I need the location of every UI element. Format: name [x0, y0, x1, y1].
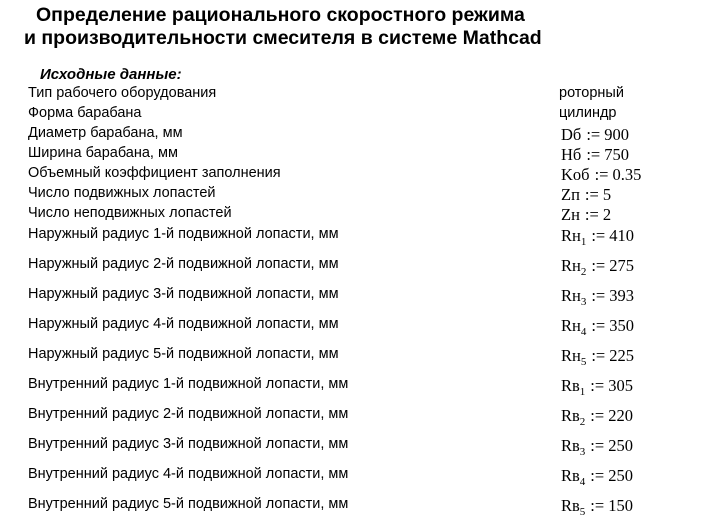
mathcad-assignment[interactable] — [561, 466, 633, 488]
variable-value: 220 — [608, 406, 633, 425]
row-label: Число неподвижных лопастей — [28, 205, 232, 221]
variable-value: 750 — [604, 145, 629, 164]
data-row — [0, 376, 704, 396]
row-label: Наружный радиус 4-й подвижной лопасти, мм — [28, 316, 339, 332]
title-line-1: Определение рационального скоростного режима — [36, 4, 525, 26]
row-label: Внутренний радиус 2-й подвижной лопасти, мм — [28, 406, 349, 422]
variable-name: Rн — [561, 226, 581, 245]
variable-value: 393 — [609, 286, 634, 305]
variable-subscript: 3 — [579, 446, 586, 458]
variable-subscript: 5 — [580, 356, 587, 368]
assign-operator: := — [591, 286, 606, 305]
variable-value: 305 — [608, 376, 633, 395]
row-label: Диаметр барабана, мм — [28, 125, 183, 141]
row-label: Наружный радиус 2-й подвижной лопасти, мм — [28, 256, 339, 272]
data-row — [0, 316, 704, 336]
mathcad-assignment[interactable] — [561, 256, 634, 278]
row-label: Наружный радиус 5-й подвижной лопасти, мм — [28, 346, 339, 362]
data-row — [0, 185, 704, 205]
data-row — [0, 226, 704, 246]
variable-value: 275 — [609, 256, 634, 275]
variable-subscript: 5 — [579, 506, 586, 518]
variable-name: Rн — [561, 316, 581, 335]
assign-operator: := — [584, 205, 599, 224]
variable-value: 410 — [609, 226, 634, 245]
mathcad-assignment[interactable] — [561, 205, 611, 225]
data-row — [0, 125, 704, 145]
variable-name: Zп — [561, 185, 580, 204]
variable-value: 2 — [602, 205, 612, 224]
assign-operator: := — [591, 256, 606, 275]
variable-name: Rв — [561, 496, 580, 515]
data-row — [0, 346, 704, 366]
mathcad-assignment[interactable] — [561, 496, 633, 518]
assign-operator: := — [591, 316, 606, 335]
variable-name: Hб — [561, 145, 582, 164]
data-row — [0, 496, 704, 516]
data-row — [0, 165, 704, 185]
row-label: Внутренний радиус 5-й подвижной лопасти, мм — [28, 496, 349, 512]
data-row — [0, 286, 704, 306]
row-label: Объемный коэффициент заполнения — [28, 165, 281, 181]
data-row — [0, 85, 704, 105]
title-line-2: и производительности смесителя в системе Mathcad — [24, 27, 542, 49]
assign-operator: := — [590, 406, 605, 425]
variable-name: Rв — [561, 406, 580, 425]
section-heading: Исходные данные: — [40, 66, 182, 83]
row-label: Форма барабана — [28, 105, 142, 121]
row-label: Наружный радиус 1-й подвижной лопасти, мм — [28, 226, 339, 242]
variable-value: 225 — [609, 346, 634, 365]
mathcad-assignment[interactable] — [561, 165, 641, 185]
mathcad-assignment[interactable] — [561, 185, 611, 205]
mathcad-assignment[interactable] — [561, 226, 634, 248]
row-value: роторный — [559, 85, 624, 101]
variable-name: Dб — [561, 125, 582, 144]
variable-name: Rв — [561, 466, 580, 485]
variable-name: Rн — [561, 286, 581, 305]
assign-operator: := — [591, 346, 606, 365]
mathcad-assignment[interactable] — [561, 125, 629, 145]
variable-value: 250 — [608, 466, 633, 485]
variable-value: 0.35 — [612, 165, 642, 184]
variable-value: 350 — [609, 316, 634, 335]
data-row — [0, 105, 704, 125]
row-label: Внутренний радиус 1-й подвижной лопасти, мм — [28, 376, 349, 392]
row-value: цилиндр — [559, 105, 617, 121]
variable-subscript: 4 — [579, 476, 586, 488]
variable-name: Rв — [561, 376, 580, 395]
mathcad-assignment[interactable] — [561, 145, 629, 165]
row-label: Число подвижных лопастей — [28, 185, 216, 201]
variable-subscript: 4 — [580, 326, 587, 338]
row-label: Внутренний радиус 4-й подвижной лопасти, мм — [28, 466, 349, 482]
variable-value: 5 — [602, 185, 612, 204]
variable-name: Kоб — [561, 165, 590, 184]
variable-subscript: 1 — [580, 236, 587, 248]
row-label: Тип рабочего оборудования — [28, 85, 217, 101]
row-label: Ширина барабана, мм — [28, 145, 178, 161]
mathcad-assignment[interactable] — [561, 316, 634, 338]
mathcad-assignment[interactable] — [561, 436, 633, 458]
variable-name: Rв — [561, 436, 580, 455]
data-row — [0, 145, 704, 165]
assign-operator: := — [590, 376, 605, 395]
variable-subscript: 2 — [580, 266, 587, 278]
variable-name: Rн — [561, 256, 581, 275]
variable-subscript: 3 — [580, 296, 587, 308]
assign-operator: := — [586, 145, 601, 164]
variable-value: 250 — [608, 436, 633, 455]
variable-subscript: 1 — [579, 386, 586, 398]
assign-operator: := — [586, 125, 601, 144]
mathcad-assignment[interactable] — [561, 406, 633, 428]
assign-operator: := — [590, 496, 605, 515]
assign-operator: := — [590, 466, 605, 485]
assign-operator: := — [594, 165, 609, 184]
assign-operator: := — [591, 226, 606, 245]
row-label: Внутренний радиус 3-й подвижной лопасти, мм — [28, 436, 349, 452]
variable-value: 150 — [608, 496, 633, 515]
row-label: Наружный радиус 3-й подвижной лопасти, мм — [28, 286, 339, 302]
mathcad-assignment[interactable] — [561, 376, 633, 398]
data-row — [0, 466, 704, 486]
mathcad-assignment[interactable] — [561, 286, 634, 308]
data-row — [0, 205, 704, 225]
variable-value: 900 — [604, 125, 629, 144]
mathcad-assignment[interactable] — [561, 346, 634, 368]
data-row — [0, 256, 704, 276]
data-row — [0, 406, 704, 426]
variable-subscript: 2 — [579, 416, 586, 428]
variable-name: Rн — [561, 346, 581, 365]
assign-operator: := — [590, 436, 605, 455]
variable-name: Zн — [561, 205, 580, 224]
data-row — [0, 436, 704, 456]
assign-operator: := — [584, 185, 599, 204]
